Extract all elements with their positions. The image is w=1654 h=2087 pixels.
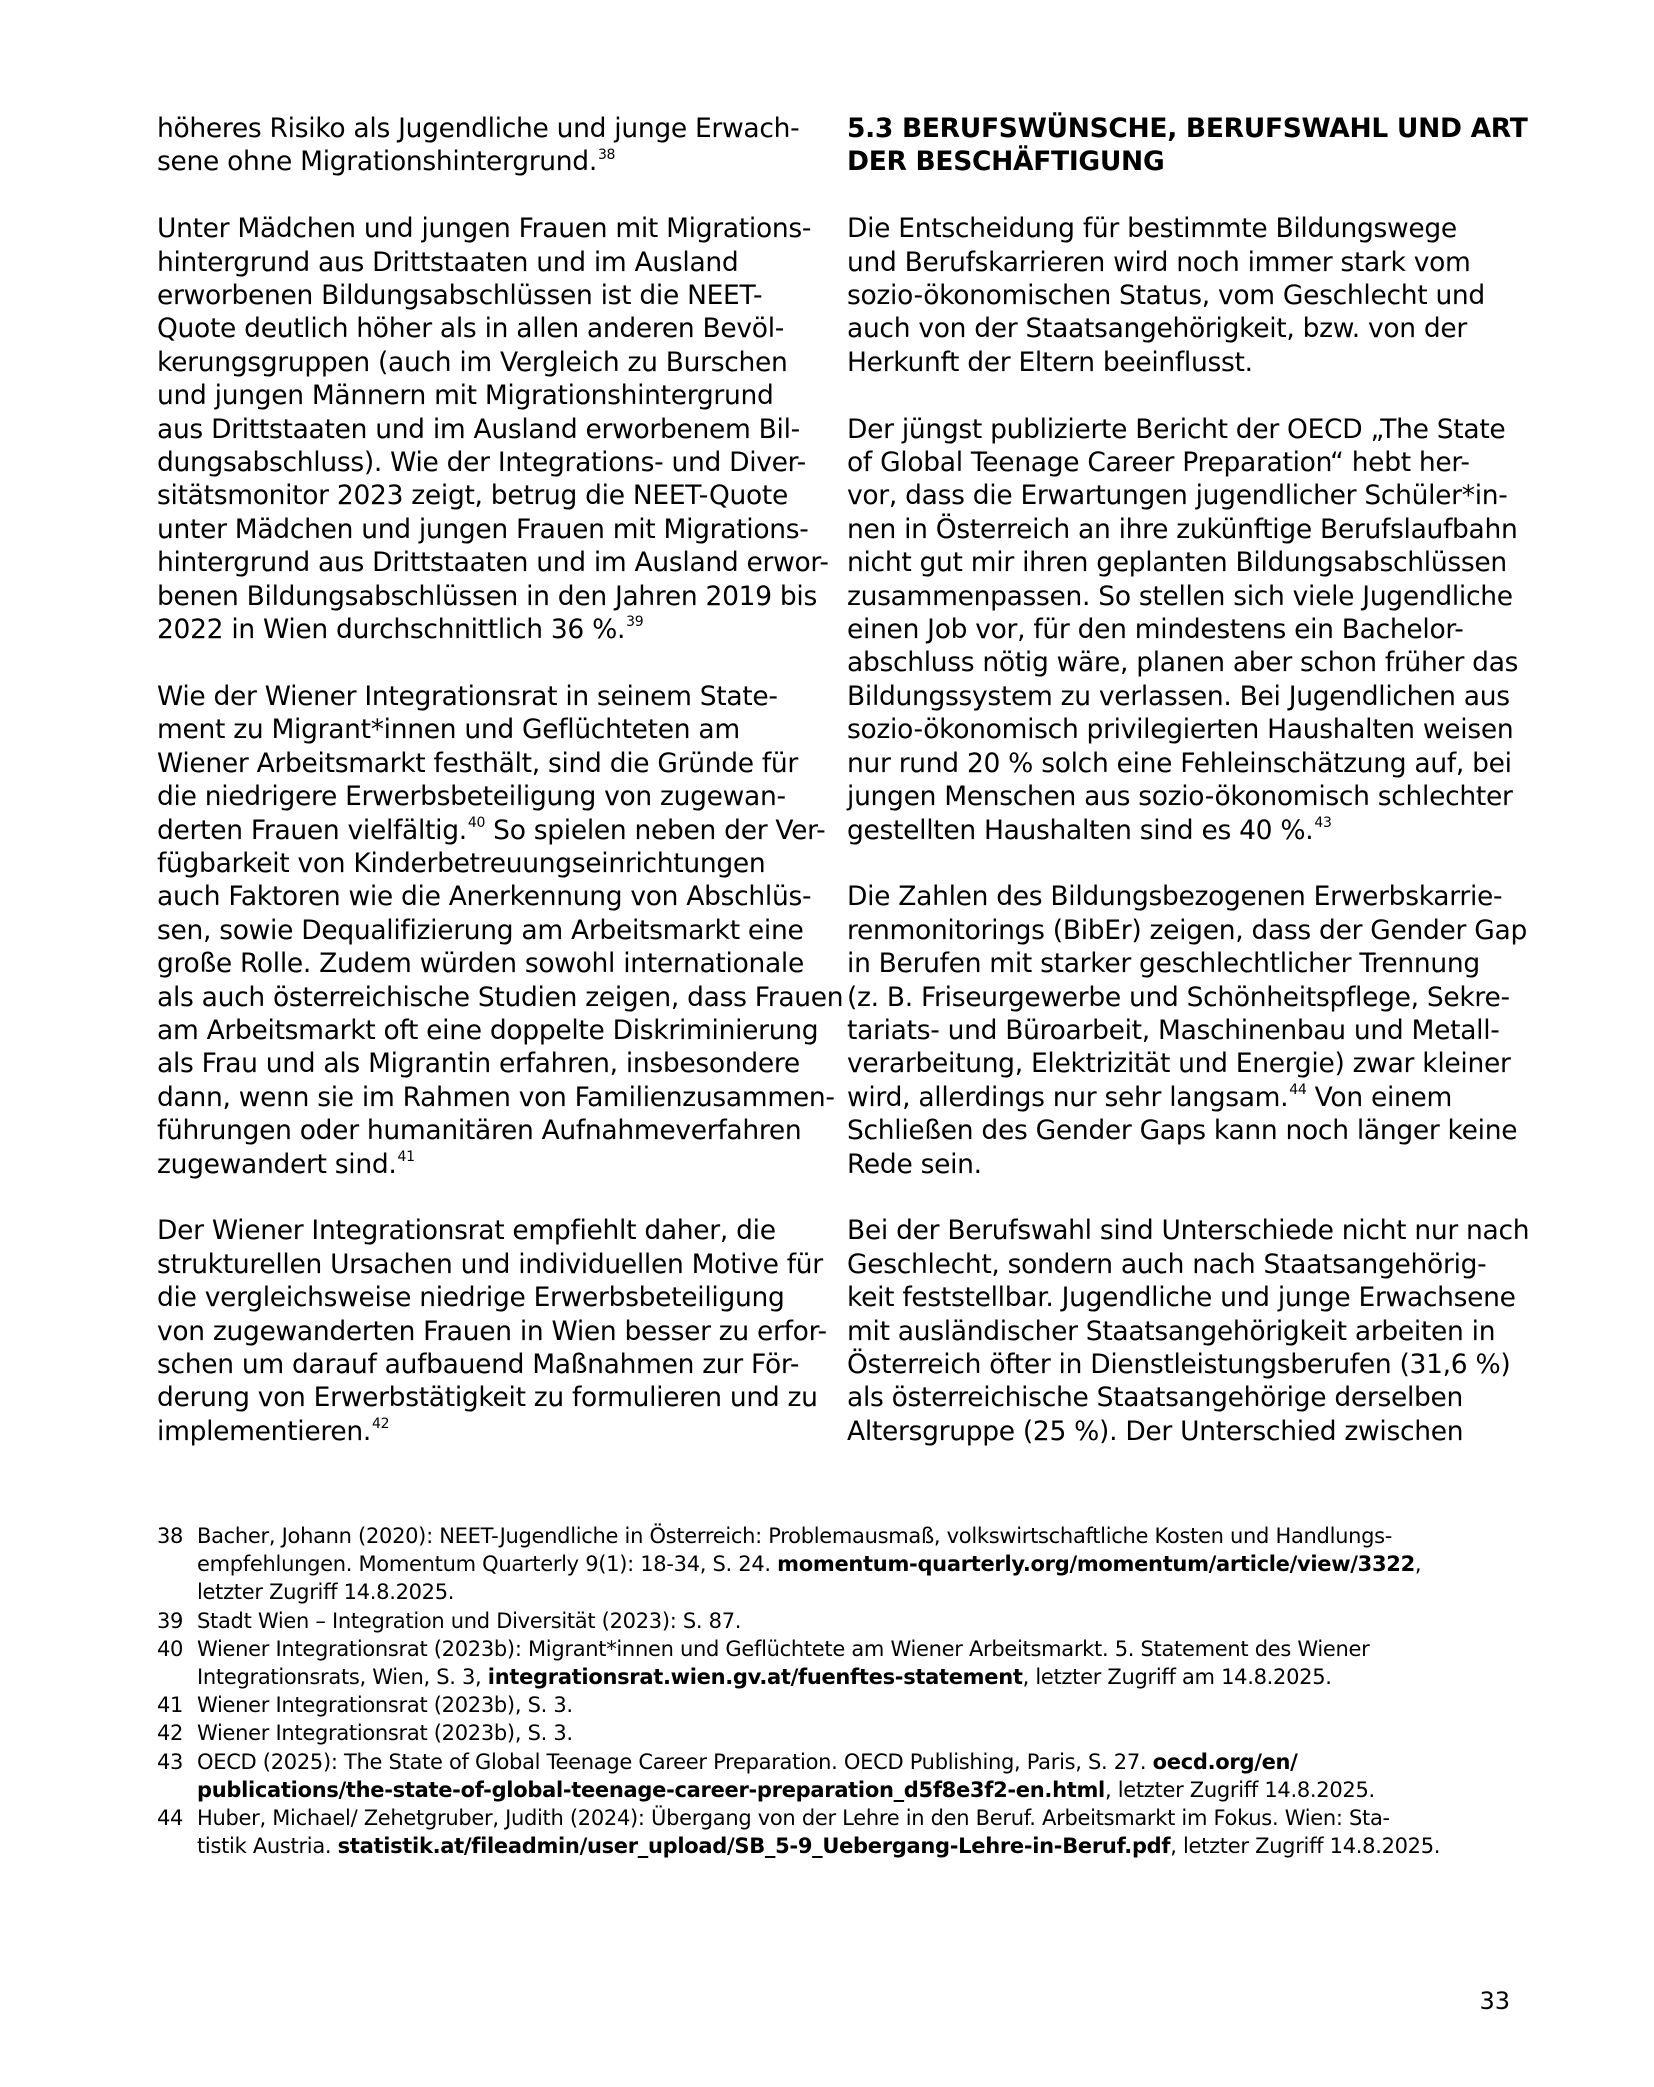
footnote-number: 43 <box>157 1749 184 1774</box>
paragraph-left-2 <box>157 212 829 646</box>
footnote-line <box>197 1550 1507 1578</box>
text-line: Wie der Wiener Integrationsrat in seinem State- <box>157 680 778 712</box>
footnote-link[interactable]: momentum-quarterly.org/momentum/article/view/3322 <box>777 1552 1415 1577</box>
text-line-content: derten Frauen vielfältig. <box>157 814 467 846</box>
text-line <box>157 1415 807 1448</box>
text-line-content: 2022 in Wien durchschnittlich 36 %. <box>157 614 626 646</box>
footnote-line-content: OECD (2025): The State of Global Teenage Career Preparation. OECD Publishing, Paris, S. 27. <box>197 1749 1153 1774</box>
footnote-ref-38: 38 <box>597 146 616 163</box>
text-line: nur rund 20 % solch eine Fehleinschätzung auf, bei <box>847 747 1512 779</box>
paragraph-right-4 <box>847 1214 1530 1448</box>
text-line: kerungsgruppen (auch im Vergleich zu Burschen <box>157 346 788 378</box>
footnote-text <box>197 1522 1507 1607</box>
footnote-42 <box>157 1719 1507 1747</box>
footnote-text <box>197 1691 1507 1719</box>
text-line <box>157 145 807 178</box>
footnote-line: Huber, Michael/ Zehetgruber, Judith (2024): Übergang von der Lehre in den Beruf. Arbeitsmarkt im Fokus. Wien: Sta- <box>197 1806 1390 1831</box>
text-line: Unter Mädchen und jungen Frauen mit Migrations- <box>157 213 812 245</box>
text-line: derung von Erwerbstätigkeit zu formulieren und zu <box>157 1382 818 1414</box>
footnote-line-content: tistik Austria. <box>197 1834 338 1859</box>
footnote-40 <box>157 1635 1507 1691</box>
footnote-line: Wiener Integrationsrat (2023b), S. 3. <box>197 1693 573 1718</box>
text-line-content: implementieren. <box>157 1415 371 1447</box>
text-line: Herkunft der Eltern beeinflusst. <box>847 346 1253 378</box>
text-line: Rede sein. <box>847 1148 982 1180</box>
text-line: als Frau und als Migrantin erfahren, insbesondere <box>157 1048 800 1080</box>
text-line: Die Zahlen des Bildungsbezogenen Erwerbskarrie- <box>847 881 1503 913</box>
text-line: am Arbeitsmarkt oft eine doppelte Diskriminierung <box>157 1014 819 1046</box>
text-line: abschluss nötig wäre, planen aber schon früher das <box>847 647 1519 679</box>
text-line: Bildungssystem zu verlassen. Bei Jugendlichen aus <box>847 680 1510 712</box>
footnote-38 <box>157 1522 1507 1607</box>
text-line: höheres Risiko als Jugendliche und junge Erwach- <box>157 113 800 144</box>
footnote-ref-39: 39 <box>626 614 644 631</box>
footnotes <box>157 1522 1507 1860</box>
text-line: sozio-ökonomischen Status, vom Geschlecht und <box>847 280 1485 312</box>
text-line <box>157 814 826 847</box>
footnote-text <box>197 1748 1507 1804</box>
paragraph-left-1 <box>157 112 807 179</box>
text-line: Österreich öfter in Dienstleistungsberufen (31,6 %) <box>847 1348 1511 1380</box>
text-line: in Berufen mit starker geschlechtlicher Trennung <box>847 948 1480 980</box>
footnote-number: 44 <box>157 1806 184 1831</box>
page-number: 33 <box>1479 1987 1510 2015</box>
text-line: Geschlecht, sondern auch nach Staatsangehörig- <box>847 1248 1487 1280</box>
text-line: verarbeitung, Elektrizität und Energie) zwar kleiner <box>847 1048 1511 1080</box>
text-line: unter Mädchen und jungen Frauen mit Migrations- <box>157 513 809 545</box>
text-line-content: wird, allerdings nur sehr langsam. <box>847 1081 1289 1113</box>
footnote-line <box>197 1832 1507 1860</box>
text-line: einen Job vor, für den mindestens ein Bachelor- <box>847 614 1464 646</box>
text-line: schen um darauf aufbauend Maßnahmen zur För- <box>157 1348 800 1380</box>
text-line: große Rolle. Zudem würden sowohl internationale <box>157 948 805 980</box>
text-line: von zugewanderten Frauen in Wien besser zu erfor- <box>157 1315 827 1347</box>
footnote-ref-44: 44 <box>1289 1081 1307 1098</box>
text-line: führungen oder humanitären Aufnahmeverfahren <box>157 1115 802 1147</box>
footnote-number: 41 <box>157 1693 184 1718</box>
text-line: zusammenpassen. So stellen sich viele Jugendliche <box>847 580 1513 612</box>
text-line: dungsabschluss). Wie der Integrations- und Diver- <box>157 447 806 479</box>
text-line: auch von der Staatsangehörigkeit, bzw. von der <box>847 313 1467 345</box>
paragraph-right-3 <box>847 880 1527 1181</box>
footnote-line: Stadt Wien – Integration und Diversität (2023): S. 87. <box>197 1608 742 1633</box>
footnote-line: Wiener Integrationsrat (2023b), S. 3. <box>197 1721 573 1746</box>
footnote-line-content: Integrationsrats, Wien, S. 3, <box>197 1665 488 1690</box>
footnote-line-content: , letzter Zugriff am 14.8.2025. <box>1022 1665 1332 1690</box>
text-line-content: sene ohne Migrationshintergrund. <box>157 146 597 178</box>
text-line: die niedrigere Erwerbsbeteiligung von zugewan- <box>157 781 786 813</box>
text-line: renmonitorings (BibEr) zeigen, dass der Gender Gap <box>847 914 1527 946</box>
heading-line: 5.3 BERUFSWÜNSCHE, BERUFSWAHL UND ART <box>847 113 1528 144</box>
footnote-ref-43: 43 <box>1314 814 1332 831</box>
footnote-line-content: , <box>1414 1552 1422 1577</box>
text-line: of Global Teenage Career Preparation“ hebt her- <box>847 447 1470 479</box>
text-line: fügbarkeit von Kinderbetreuungseinrichtungen <box>157 847 766 879</box>
footnote-text <box>197 1635 1507 1691</box>
text-line: Der Wiener Integrationsrat empfiehlt daher, die <box>157 1215 776 1247</box>
footnote-number: 40 <box>157 1636 184 1661</box>
footnote-ref-40: 40 <box>467 814 486 831</box>
heading-line: DER BESCHÄFTIGUNG <box>847 146 1165 178</box>
text-line: benen Bildungsabschlüssen in den Jahren 2019 bis <box>157 580 817 612</box>
text-line <box>157 613 807 646</box>
text-line: dann, wenn sie im Rahmen von Familienzusammen- <box>157 1081 835 1113</box>
text-line: auch Faktoren wie die Anerkennung von Abschlüs- <box>157 881 812 913</box>
text-line <box>157 1148 807 1181</box>
text-line: und jungen Männern mit Migrationshintergrund <box>157 380 774 412</box>
text-line <box>847 814 1507 847</box>
text-line: nicht gut mir ihren geplanten Bildungsabschlüssen <box>847 547 1507 579</box>
paragraph-left-4 <box>157 1214 827 1448</box>
footnote-44 <box>157 1804 1507 1860</box>
section-heading <box>847 112 1528 179</box>
text-line: ment zu Migrant*innen und Geflüchteten am <box>157 714 740 746</box>
footnote-ref-41: 41 <box>397 1148 415 1165</box>
footnote-number: 42 <box>157 1721 184 1746</box>
footnote-link[interactable]: oecd.org/en/ <box>1152 1749 1298 1774</box>
text-line: tariats- und Büroarbeit, Maschinenbau und Metall- <box>847 1014 1500 1046</box>
text-line: (z. B. Friseurgewerbe und Schönheitspflege, Sekre- <box>847 981 1510 1013</box>
paragraph-right-2 <box>847 413 1519 847</box>
paragraph-right-1 <box>847 212 1507 379</box>
text-line: als österreichische Staatsangehörige derselben <box>847 1382 1464 1414</box>
footnote-41 <box>157 1691 1507 1719</box>
text-line: vor, dass die Erwartungen jugendlicher Schüler*in- <box>847 480 1508 512</box>
text-line: und Berufskarrieren wird noch immer stark vom <box>847 246 1471 278</box>
text-line: erworbenen Bildungsabschlüssen ist die NEET- <box>157 280 763 312</box>
footnote-text <box>197 1607 1507 1635</box>
text-line: mit ausländischer Staatsangehörigkeit arbeiten in <box>847 1315 1496 1347</box>
text-line: hintergrund aus Drittstaaten und im Ausland erwor- <box>157 547 829 579</box>
text-line-content: So spielen neben der Ver- <box>485 814 826 846</box>
footnote-line <box>197 1663 1507 1691</box>
text-line-content: Von einem <box>1306 1081 1453 1113</box>
footnote-link[interactable]: statistik.at/fileadmin/user_upload/SB_5-9_Uebergang-Lehre-in-Beruf.pdf <box>337 1834 1171 1859</box>
text-line: strukturellen Ursachen und individuellen Motive für <box>157 1248 823 1280</box>
footnote-line: Wiener Integrationsrat (2023b): Migrant*innen und Geflüchtete am Wiener Arbeitsmarkt. 5. Statement des Wiener <box>197 1636 1370 1661</box>
text-line: nen in Österreich an ihre zukünftige Berufslaufbahn <box>847 513 1518 545</box>
footnote-link[interactable]: integrationsrat.wien.gv.at/fuenftes-statement <box>487 1665 1023 1690</box>
footnote-line-content: , letzter Zugriff 14.8.2025. <box>1170 1834 1441 1859</box>
text-line: jungen Menschen aus sozio-ökonomisch schlechter <box>847 781 1513 813</box>
footnote-link[interactable]: publications/the-state-of-global-teenage-career-preparation_d5f8e3f2-en.html <box>197 1777 1105 1802</box>
footnote-line <box>197 1776 1507 1804</box>
text-line: sitätsmonitor 2023 zeigt, betrug die NEET-Quote <box>157 480 789 512</box>
footnote-line-content: empfehlungen. Momentum Quarterly 9(1): 18-34, S. 24. <box>197 1552 778 1577</box>
footnote-text <box>197 1719 1507 1747</box>
text-line-content: gestellten Haushalten sind es 40 %. <box>847 814 1314 846</box>
text-line: Bei der Berufswahl sind Unterschiede nicht nur nach <box>847 1215 1530 1247</box>
text-line: Quote deutlich höher als in allen anderen Bevöl- <box>157 313 785 345</box>
footnote-39 <box>157 1607 1507 1635</box>
text-line: sozio-ökonomisch privilegierten Haushalten weisen <box>847 714 1514 746</box>
footnote-43 <box>157 1748 1507 1804</box>
footnote-line: Bacher, Johann (2020): NEET-Jugendliche in Österreich: Problemausmaß, volkswirtschaftliche Kosten und Handlungs- <box>197 1524 1393 1548</box>
text-line: hintergrund aus Drittstaaten und im Ausland <box>157 246 739 278</box>
text-line: sen, sowie Dequalifizierung am Arbeitsmarkt eine <box>157 914 804 946</box>
footnote-line <box>197 1748 1507 1776</box>
paragraph-left-3 <box>157 680 844 1181</box>
right-column <box>847 112 1530 1482</box>
footnote-number: 38 <box>157 1524 184 1548</box>
text-line-content: zugewandert sind. <box>157 1148 397 1180</box>
text-line: Der jüngst publizierte Bericht der OECD „The State <box>847 413 1506 445</box>
footnote-text <box>197 1804 1507 1860</box>
text-line: Die Entscheidung für bestimmte Bildungswege <box>847 213 1457 245</box>
footnote-line: letzter Zugriff 14.8.2025. <box>197 1580 455 1605</box>
text-line: Altersgruppe (25 %). Der Unterschied zwischen <box>847 1415 1464 1447</box>
text-line: die vergleichsweise niedrige Erwerbsbeteiligung <box>157 1282 785 1314</box>
text-line: Wiener Arbeitsmarkt festhält, sind die Gründe für <box>157 747 798 779</box>
text-line: keit feststellbar. Jugendliche und junge Erwachsene <box>847 1282 1516 1314</box>
footnote-ref-42: 42 <box>371 1415 390 1432</box>
text-line: Schließen des Gender Gaps kann noch länger keine <box>847 1115 1518 1147</box>
left-column <box>157 112 844 1482</box>
text-line <box>847 1081 1507 1114</box>
footnote-line-content: , letzter Zugriff 14.8.2025. <box>1104 1777 1375 1802</box>
text-line: als auch österreichische Studien zeigen, dass Frauen <box>157 981 844 1013</box>
text-line: aus Drittstaaten und im Ausland erworbenem Bil- <box>157 413 800 445</box>
footnote-number: 39 <box>157 1608 184 1633</box>
